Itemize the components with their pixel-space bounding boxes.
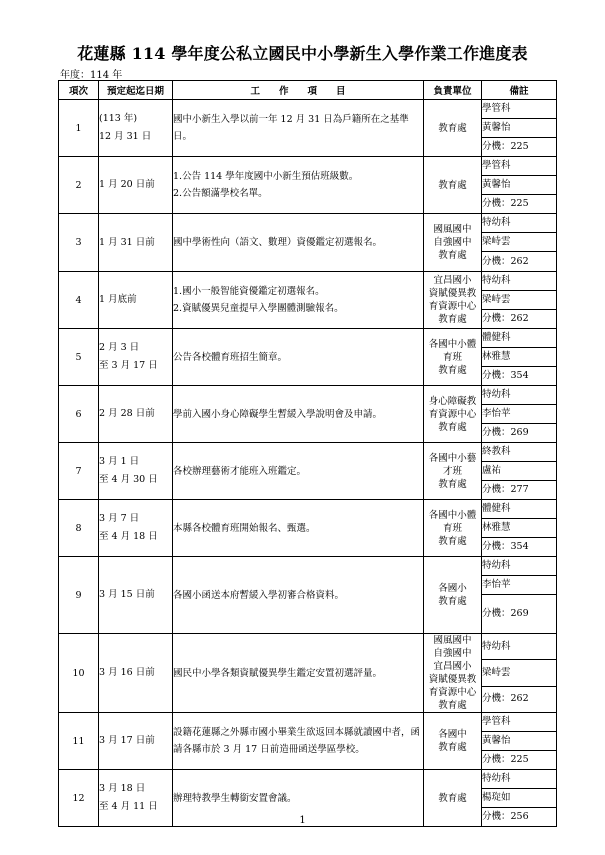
row-index: 10 (59, 634, 99, 713)
note-extension: 分機：225 (482, 751, 557, 770)
work-line: 各校辦理藝術才能班入班鑑定。 (173, 465, 307, 477)
table-row (59, 443, 557, 462)
row-date (99, 214, 173, 272)
row-work-item (173, 557, 424, 634)
table-row (59, 100, 557, 119)
note-extension: 分機：277 (482, 481, 557, 500)
row-date (99, 329, 173, 386)
table-row (59, 157, 557, 176)
date-line: 1 月 31 日前 (99, 236, 155, 248)
table-row (59, 500, 557, 519)
row-index: 4 (59, 272, 99, 329)
document-title: 花蓮縣 114 學年度公私立國民中小學新生入學作業工作進度表 (77, 44, 528, 63)
date-line: 至 4 月 30 日 (99, 474, 158, 485)
note-section: 體健科 (482, 500, 557, 519)
year-label: 年度：114 年 (60, 70, 123, 81)
date-line: 2 月 3 日 (99, 342, 140, 353)
unit-line: 各國中小體 (428, 338, 477, 350)
note-extension: 分機：225 (482, 138, 557, 157)
unit-line: 教育處 (438, 478, 467, 490)
date-line: 至 4 月 11 日 (99, 801, 158, 812)
row-responsible-unit (424, 214, 482, 272)
row-work-item (173, 634, 424, 713)
table-row (59, 557, 557, 576)
unit-line: 育班 (442, 351, 462, 363)
row-responsible-unit (424, 557, 482, 634)
row-work-item (173, 329, 424, 386)
unit-line: 教育處 (438, 700, 467, 711)
row-index: 3 (59, 214, 99, 272)
note-extension: 分機：256 (482, 808, 557, 827)
note-contact: 林雅慧 (482, 348, 557, 367)
table-row (59, 272, 557, 291)
work-line: 學前入國小身心障礙學生暫緩入學說明會及申請。 (173, 408, 383, 420)
work-line: 辦理特教學生轉銜安置會議。 (173, 792, 297, 804)
unit-line: 教育處 (438, 792, 467, 804)
note-contact: 盧祐 (482, 462, 557, 481)
row-date (99, 157, 173, 214)
unit-line: 才班 (442, 465, 462, 477)
row-date (99, 634, 173, 713)
note-contact: 李怡苹 (482, 576, 557, 595)
header-work: 工 作 項 目 (173, 81, 424, 100)
date-line: 3 月 16 日前 (99, 667, 155, 678)
note-contact: 梁峙雲 (482, 660, 557, 686)
header-index: 項次 (59, 81, 99, 100)
row-responsible-unit (424, 634, 482, 713)
row-date (99, 386, 173, 443)
schedule-table (58, 80, 557, 827)
note-contact: 梁峙雲 (482, 291, 557, 310)
row-responsible-unit (424, 386, 482, 443)
date-line: 3 月 15 日前 (99, 589, 155, 600)
note-section: 特幼科 (482, 634, 557, 660)
row-responsible-unit (424, 100, 482, 157)
unit-line: 資賦優異教 (428, 674, 477, 685)
row-index: 5 (59, 329, 99, 386)
row-index: 12 (59, 770, 99, 827)
note-extension: 分機：354 (482, 367, 557, 386)
row-work-item (173, 386, 424, 443)
note-extension: 分機：262 (482, 252, 557, 272)
table-row (59, 634, 557, 660)
unit-line: 育資源中心 (428, 687, 477, 698)
note-section: 體健科 (482, 329, 557, 348)
row-responsible-unit (424, 157, 482, 214)
unit-line: 教育處 (438, 122, 467, 134)
row-index: 2 (59, 157, 99, 214)
table-row (59, 770, 557, 789)
row-index: 11 (59, 713, 99, 770)
header-note: 備註 (482, 81, 557, 100)
row-work-item (173, 500, 424, 557)
note-extension: 分機：225 (482, 195, 557, 214)
date-line: 至 3 月 17 日 (99, 360, 158, 371)
row-work-item (173, 157, 424, 214)
row-date (99, 557, 173, 634)
note-section: 終教科 (482, 443, 557, 462)
work-line: 公告各校體育班招生簡章。 (173, 351, 288, 363)
row-date (99, 100, 173, 157)
unit-line: 各國小 (438, 583, 467, 594)
row-index: 1 (59, 100, 99, 157)
work-line: 國民中小學各類資賦優異學生鑑定安置初選評量。 (173, 667, 383, 679)
row-date (99, 443, 173, 500)
note-contact: 林雅慧 (482, 519, 557, 538)
unit-line: 自強國中 (433, 648, 472, 659)
note-extension: 分機：269 (482, 595, 557, 634)
work-line: 2.資賦優異兒童提早入學團體測驗報名。 (173, 303, 344, 314)
unit-line: 各國中小體 (428, 509, 477, 521)
row-responsible-unit (424, 329, 482, 386)
date-line: (113 年) (99, 113, 138, 124)
unit-line: 資賦優異教 (428, 288, 477, 299)
row-responsible-unit (424, 713, 482, 770)
unit-line: 育班 (442, 522, 462, 534)
note-contact: 梁峙雲 (482, 233, 557, 252)
date-line: 3 月 18 日 (99, 783, 146, 794)
note-section: 學管科 (482, 713, 557, 732)
row-work-item (173, 443, 424, 500)
note-section: 特幼科 (482, 557, 557, 576)
row-work-item (173, 272, 424, 329)
row-index: 9 (59, 557, 99, 634)
row-index: 6 (59, 386, 99, 443)
note-extension: 分機：262 (482, 686, 557, 712)
row-work-item (173, 214, 424, 272)
unit-line: 各國中小藝 (428, 452, 477, 464)
note-contact: 李怡苹 (482, 405, 557, 424)
note-contact: 黃馨怡 (482, 119, 557, 138)
row-index: 7 (59, 443, 99, 500)
note-section: 特幼科 (482, 272, 557, 291)
row-responsible-unit (424, 500, 482, 557)
date-line: 3 月 17 日前 (99, 735, 155, 746)
unit-line: 自強國中 (433, 237, 472, 248)
row-responsible-unit (424, 443, 482, 500)
date-line: 3 月 1 日 (99, 456, 140, 467)
table-row (59, 386, 557, 405)
row-work-item (173, 713, 424, 770)
note-section: 學管科 (482, 157, 557, 176)
unit-line: 教育處 (438, 364, 467, 376)
unit-line: 教育處 (438, 742, 467, 753)
note-extension: 分機：269 (482, 424, 557, 443)
date-line: 1 月底前 (99, 294, 137, 305)
work-line: 各國小函送本府暫緩入學初審合格資料。 (173, 589, 345, 601)
unit-line: 各國中 (438, 729, 467, 740)
date-line: 3 月 7 日 (99, 513, 140, 524)
date-line: 2 月 28 日前 (99, 408, 155, 419)
row-index: 8 (59, 500, 99, 557)
table-row (59, 214, 557, 233)
note-extension: 分機：262 (482, 310, 557, 329)
unit-line: 教育處 (438, 596, 467, 607)
unit-line: 身心障礙教 (428, 395, 477, 407)
row-date (99, 272, 173, 329)
date-line: 1 月 20 日前 (99, 179, 155, 190)
work-line: 國中小新生入學以前一年 12 月 31 日為戶籍所在之基準日。 (173, 114, 409, 142)
unit-line: 育資源中心 (428, 408, 477, 420)
unit-line: 宜昌國小 (433, 661, 472, 672)
page-number: 1 (299, 815, 306, 826)
work-line: 1.公告 114 學年度國中小新生預估班級數。 (173, 171, 359, 182)
header-date: 預定起迄日期 (99, 81, 173, 100)
note-extension: 分機：354 (482, 538, 557, 557)
unit-line: 宜昌國小 (433, 275, 472, 286)
note-contact: 黃馨怡 (482, 732, 557, 751)
date-line: 至 4 月 18 日 (99, 531, 158, 542)
note-contact: 楊琁如 (482, 789, 557, 808)
row-date (99, 500, 173, 557)
row-work-item (173, 100, 424, 157)
work-line: 本縣各校體育班開始報名、甄選。 (173, 522, 316, 534)
unit-line: 教育處 (438, 250, 467, 261)
row-responsible-unit (424, 272, 482, 329)
note-section: 特幼科 (482, 386, 557, 405)
header-unit: 負責單位 (424, 81, 482, 100)
work-line: 國中學術性向（語文、數理）資優鑑定初選報名。 (173, 237, 383, 248)
work-line: 1.國小一般智能資優鑑定初選報名。 (173, 286, 325, 297)
unit-line: 國風國中 (433, 224, 472, 235)
work-line: 2.公告額滿學校名單。 (173, 188, 268, 199)
row-date (99, 713, 173, 770)
unit-line: 教育處 (438, 179, 467, 191)
table-header-row (59, 81, 557, 100)
work-line: 設籍花蓮縣之外縣市國小畢業生欲返回本縣就讀國中者，函請各縣市於 3 月 17 日前造冊函送學區學校。 (173, 727, 421, 755)
table-row (59, 713, 557, 732)
note-section: 學管科 (482, 100, 557, 119)
note-section: 特幼科 (482, 770, 557, 789)
note-section: 特幼科 (482, 214, 557, 233)
unit-line: 教育處 (438, 314, 467, 325)
unit-line: 育資源中心 (428, 301, 477, 312)
unit-line: 國風國中 (433, 635, 472, 646)
table-row (59, 329, 557, 348)
note-contact: 黃馨怡 (482, 176, 557, 195)
table-body (59, 100, 557, 827)
unit-line: 教育處 (438, 535, 467, 547)
unit-line: 教育處 (438, 421, 467, 433)
date-line: 12 月 31 日 (99, 131, 152, 142)
